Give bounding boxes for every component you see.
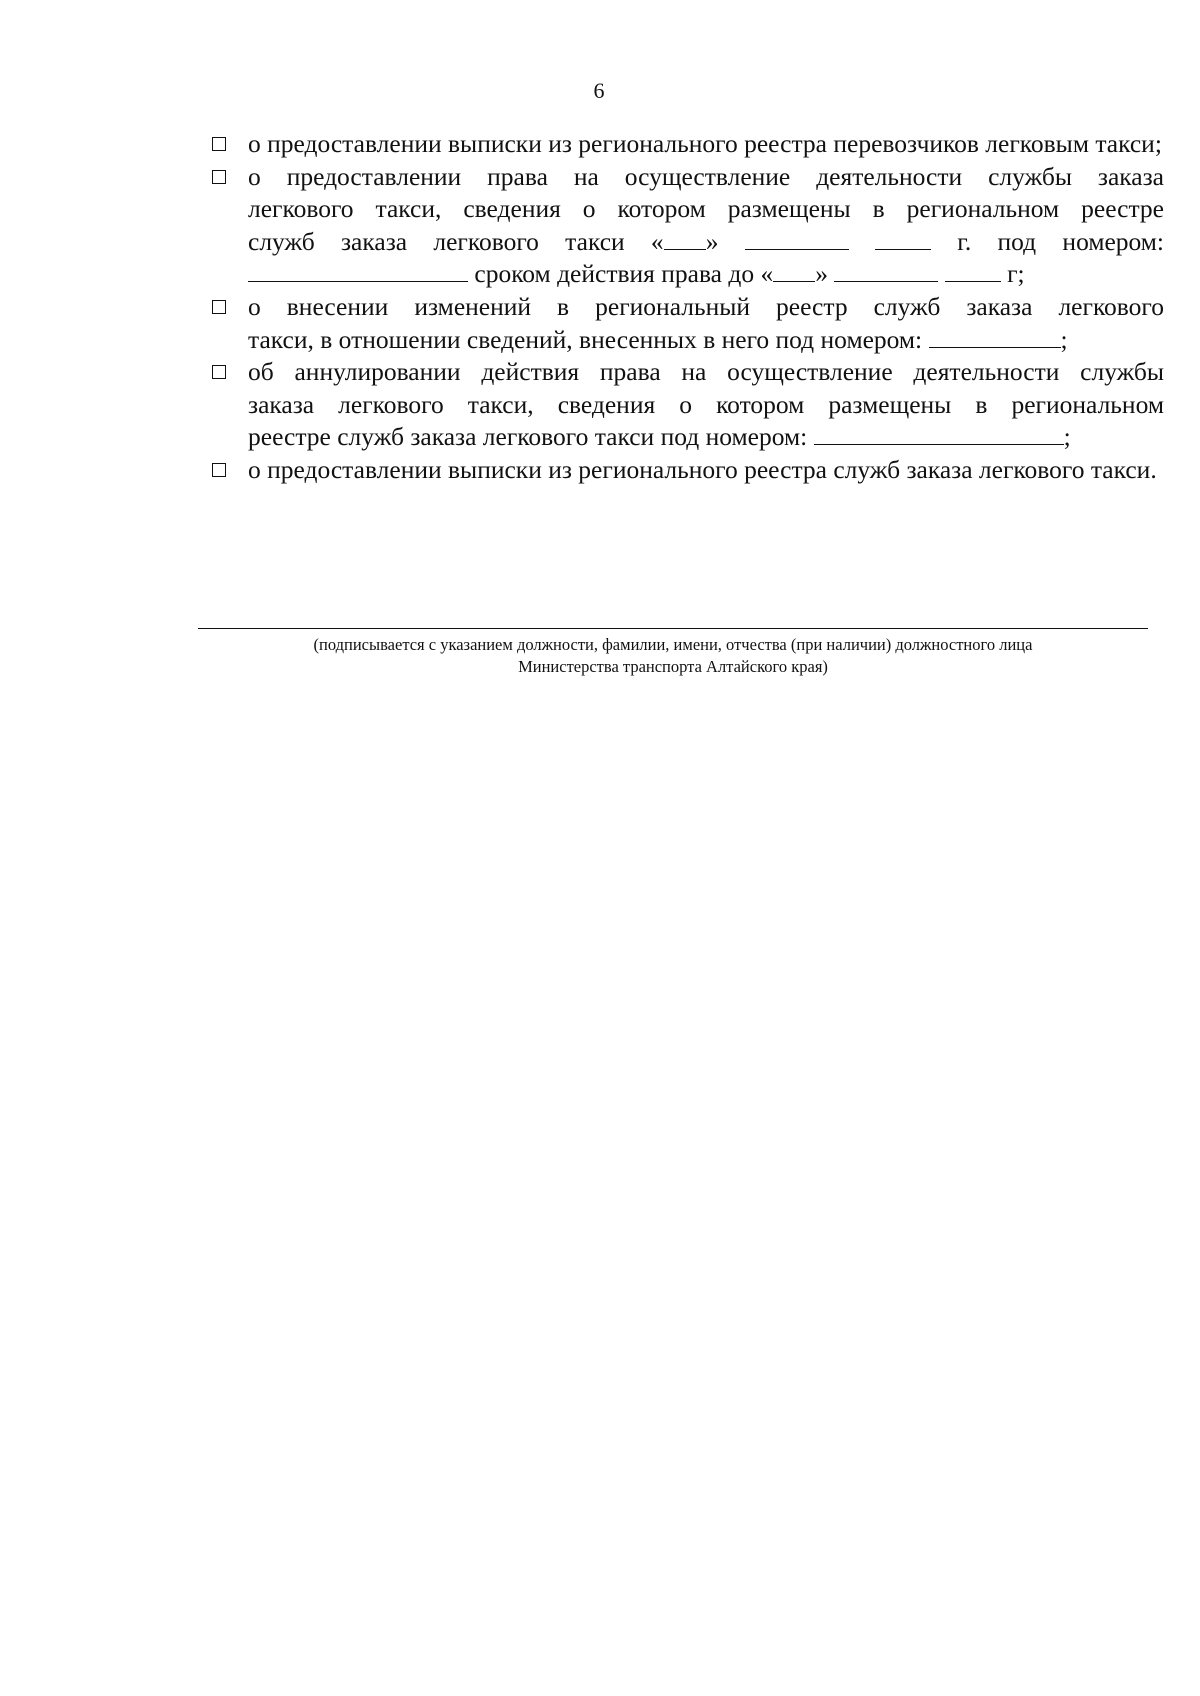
option-text-line: легкового такси, сведения о котором размещены в региональном реестре — [248, 194, 1164, 224]
signature-caption-line: (подписывается с указанием должности, фамилии, имени, отчества (при наличии) должностного лица — [313, 635, 1033, 654]
year-blank[interactable] — [945, 259, 1001, 282]
options-list — [212, 128, 1164, 487]
registry-number-blank[interactable] — [248, 259, 468, 282]
signature-line — [198, 628, 1148, 629]
option-item-carrier-extract — [212, 128, 1164, 161]
option-text: о предоставлении выписки из регионального реестра перевозчиков легковым такси; — [248, 129, 1162, 158]
text-fragment: г; — [1007, 259, 1025, 289]
text-fragment: ; — [1060, 324, 1068, 354]
option-text-line — [248, 324, 1164, 357]
option-text-line: о предоставлении права на осуществление деятельности службы заказа — [248, 161, 1164, 191]
year-blank[interactable] — [875, 227, 931, 250]
registry-number-blank[interactable] — [929, 325, 1061, 348]
text-fragment: сроком действия права до « — [474, 259, 774, 289]
day-blank[interactable] — [773, 259, 815, 282]
text-fragment: » — [815, 259, 828, 289]
text-fragment: г. под номером: — [957, 226, 1165, 256]
text-fragment: ; — [1063, 422, 1071, 452]
option-item-grant-right — [212, 161, 1164, 291]
text-fragment: служб заказа легкового такси « — [248, 226, 664, 256]
month-blank[interactable] — [834, 259, 938, 282]
registry-number-blank[interactable] — [814, 422, 1064, 445]
page-number: 6 — [593, 78, 605, 103]
signature-caption — [198, 634, 1148, 678]
text-fragment: такси, в отношении сведений, внесенных в него под номером: — [248, 324, 923, 354]
option-text-line: заказа легкового такси, сведения о котором размещены в региональном — [248, 389, 1164, 419]
checkbox-grant-right[interactable] — [212, 170, 226, 184]
text-fragment: реестре служб заказа легкового такси под номером: — [248, 422, 808, 452]
option-text-line — [248, 421, 1164, 454]
checkbox-registry-changes[interactable] — [212, 300, 226, 314]
signature-caption-line: Министерства транспорта Алтайского края) — [518, 657, 828, 676]
option-text: о предоставлении выписки из регионального реестра служб заказа легкового такси. — [248, 454, 1157, 484]
checkbox-annul-right[interactable] — [212, 365, 226, 379]
option-text-line — [248, 258, 1164, 291]
text-fragment: » — [705, 226, 719, 256]
option-item-annul-right — [212, 356, 1164, 454]
checkbox-carrier-extract[interactable] — [212, 137, 226, 151]
day-blank[interactable] — [664, 227, 706, 250]
option-text-line — [248, 226, 1164, 259]
option-text-line: об аннулировании действия права на осуществление деятельности службы — [248, 357, 1164, 387]
option-text-line: о внесении изменений в региональный реестр служб заказа легкового — [248, 291, 1164, 321]
option-item-registry-changes — [212, 291, 1164, 356]
option-item-service-extract — [212, 454, 1164, 487]
month-blank[interactable] — [745, 227, 849, 250]
checkbox-service-extract[interactable] — [212, 463, 226, 477]
